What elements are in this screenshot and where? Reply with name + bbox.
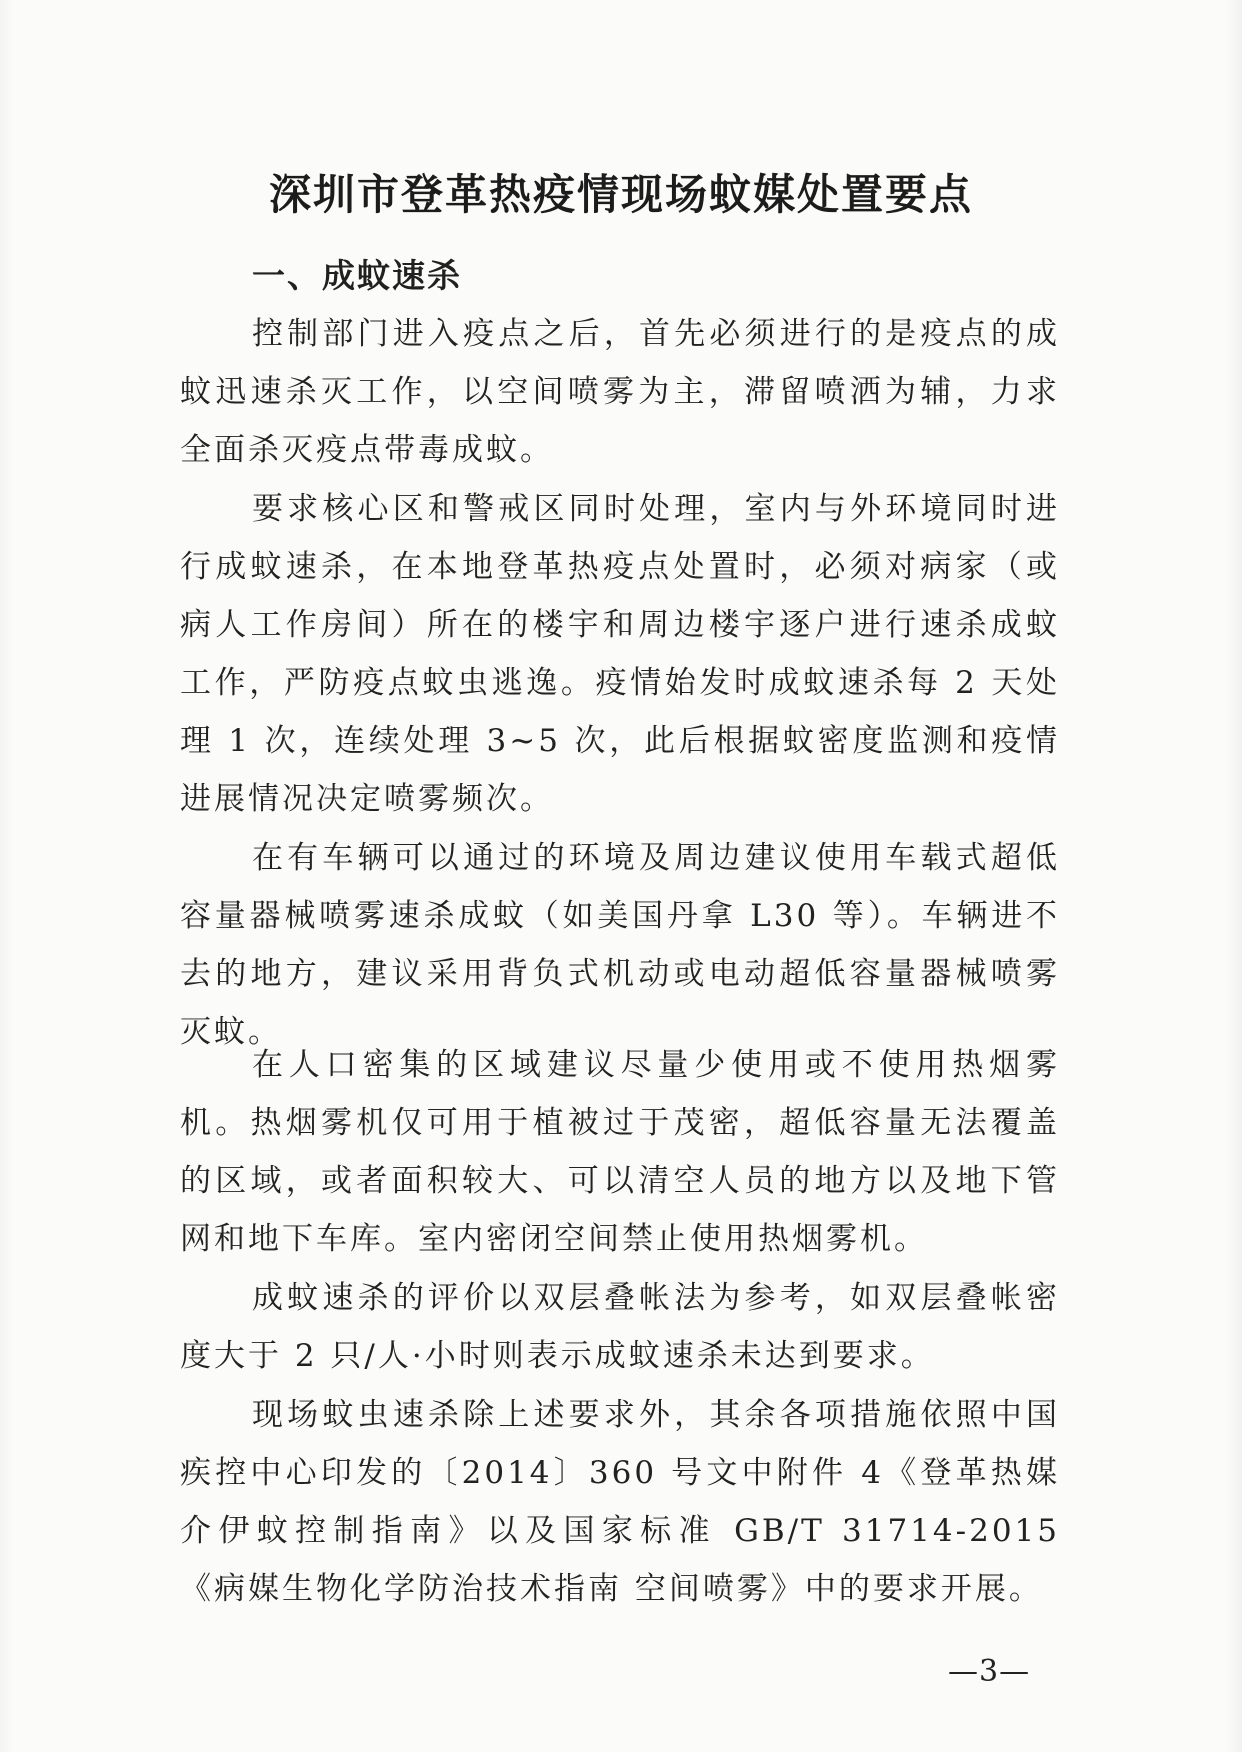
paragraph-2: 要求核心区和警戒区同时处理，室内与外环境同时进行成蚊速杀，在本地登革热疫点处置时，必须对病家（或病人工作房间）所在的楼宇和周边楼宇逐户进行速杀成蚊工作，严防疫点蚊虫逃逸。疫情始发时成蚊速杀每 2 天处理 1 次，连续处理 3~5 次，此后根据蚊密度监测和疫情进展情况决定喷雾频次。 (180, 491, 1060, 817)
document-title: 深圳市登革热疫情现场蚊媒处置要点 (268, 170, 973, 219)
section-heading: 一、成蚊速杀 (252, 256, 462, 295)
paragraph-1: 控制部门进入疫点之后，首先必须进行的是疫点的成蚊迅速杀灭工作，以空间喷雾为主，滞留喷洒为辅，力求全面杀灭疫点带毒成蚊。 (180, 316, 1060, 468)
paragraph-5: 成蚊速杀的评价以双层叠帐法为参考，如双层叠帐密度大于 2 只/人·小时则表示成蚊速杀未达到要求。 (180, 1280, 1060, 1374)
paragraph-3: 在有车辆可以通过的环境及周边建议使用车载式超低容量器械喷雾速杀成蚊（如美国丹拿 L30 等）。车辆进不去的地方，建议采用背负式机动或电动超低容量器械喷雾灭蚊。 (180, 840, 1060, 1050)
paragraph-4: 在人口密集的区域建议尽量少使用或不使用热烟雾机。热烟雾机仅可用于植被过于茂密，超低容量无法覆盖的区域，或者面积较大、可以清空人员的地方以及地下管网和地下车库。室内密闭空间禁止使用热烟雾机。 (180, 1047, 1060, 1257)
page-number: —3— (948, 1654, 1031, 1689)
paragraph-6: 现场蚊虫速杀除上述要求外，其余各项措施依照中国疾控中心印发的〔2014〕360 号文中附件 4《登革热媒介伊蚊控制指南》以及国家标准 GB/T 31714-2015 《病媒生物化学防治技术指南 空间喷雾》中的要求开展。 (180, 1397, 1060, 1607)
